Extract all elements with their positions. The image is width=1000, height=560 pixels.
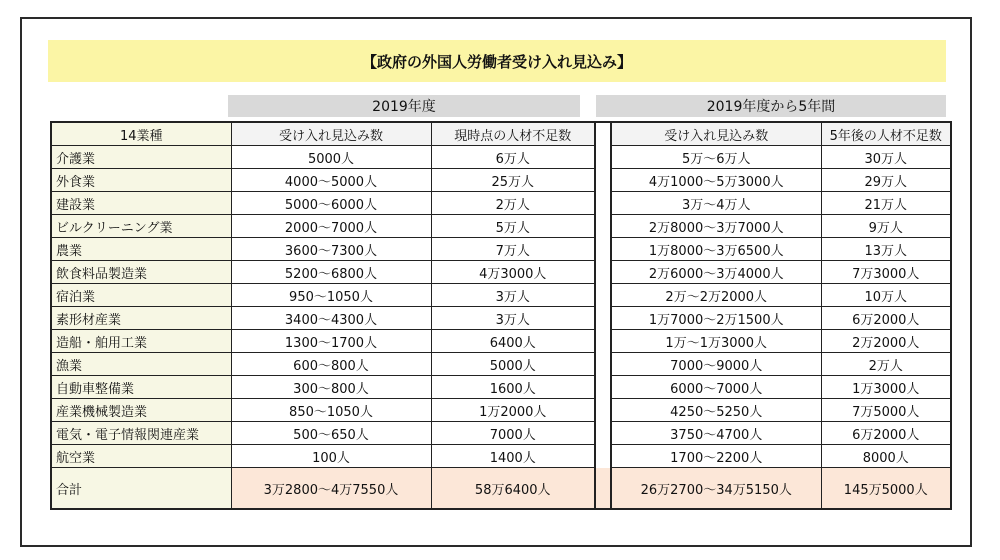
column-gap [595,215,611,238]
row-accept-2019: 600～800人 [231,353,431,376]
group-header-5years: 2019年度から5年間 [596,95,946,117]
row-industry: 農業 [51,238,231,261]
header-accept-5y: 受け入れ見込み数 [611,122,821,146]
row-industry: 宿泊業 [51,284,231,307]
table-row [51,261,951,284]
row-accept-5y: 4万1000～5万3000人 [611,169,821,192]
row-shortage-5y: 2万人 [821,353,951,376]
row-shortage-2019: 5000人 [431,353,595,376]
row-accept-5y: 1700～2200人 [611,445,821,468]
row-shortage-5y: 145万5000人 [821,468,951,510]
column-gap [595,169,611,192]
row-shortage-5y: 7万3000人 [821,261,951,284]
row-industry: 素形材産業 [51,307,231,330]
column-gap [595,192,611,215]
row-accept-2019: 1300～1700人 [231,330,431,353]
header-accept-2019: 受け入れ見込み数 [231,122,431,146]
column-gap [595,146,611,169]
table-row [51,146,951,169]
column-gap [595,261,611,284]
row-shortage-5y: 6万2000人 [821,422,951,445]
row-accept-2019: 3400～4300人 [231,307,431,330]
row-shortage-2019: 1600人 [431,376,595,399]
row-industry: 外食業 [51,169,231,192]
row-accept-2019: 950～1050人 [231,284,431,307]
row-shortage-5y: 10万人 [821,284,951,307]
row-shortage-2019: 4万3000人 [431,261,595,284]
page-title: 【政府の外国人労働者受け入れ見込み】 [48,40,946,82]
row-accept-5y: 26万2700～34万5150人 [611,468,821,510]
row-accept-5y: 2万6000～3万4000人 [611,261,821,284]
row-accept-5y: 2万～2万2000人 [611,284,821,307]
row-industry: 航空業 [51,445,231,468]
row-shortage-2019: 1400人 [431,445,595,468]
table-row [51,169,951,192]
column-gap [595,445,611,468]
table-row [51,215,951,238]
row-accept-2019: 5000～6000人 [231,192,431,215]
row-accept-2019: 3600～7300人 [231,238,431,261]
header-industry: 14業種 [51,122,231,146]
row-shortage-2019: 7万人 [431,238,595,261]
column-gap [595,307,611,330]
column-gap [595,468,611,510]
row-industry: ビルクリーニング業 [51,215,231,238]
column-gap [595,399,611,422]
table-row [51,399,951,422]
table-row [51,353,951,376]
row-accept-5y: 1万8000～3万6500人 [611,238,821,261]
row-industry: 産業機械製造業 [51,399,231,422]
column-gap [595,422,611,445]
row-accept-5y: 1万～1万3000人 [611,330,821,353]
labor-table [50,121,952,510]
row-accept-2019: 3万2800～4万7550人 [231,468,431,510]
table-row [51,238,951,261]
column-gap [595,284,611,307]
column-gap [595,122,611,146]
table-row [51,445,951,468]
table-row [51,284,951,307]
row-accept-5y: 2万8000～3万7000人 [611,215,821,238]
row-shortage-5y: 2万2000人 [821,330,951,353]
row-accept-5y: 4250～5250人 [611,399,821,422]
row-accept-2019: 5000人 [231,146,431,169]
row-accept-2019: 300～800人 [231,376,431,399]
table-total-row [51,468,951,510]
row-shortage-5y: 7万5000人 [821,399,951,422]
row-shortage-5y: 13万人 [821,238,951,261]
row-shortage-2019: 1万2000人 [431,399,595,422]
row-shortage-5y: 30万人 [821,146,951,169]
row-shortage-2019: 2万人 [431,192,595,215]
header-shortage-5y: 5年後の人材不足数 [821,122,951,146]
row-shortage-5y: 6万2000人 [821,307,951,330]
row-industry: 造船・舶用工業 [51,330,231,353]
row-accept-2019: 4000～5000人 [231,169,431,192]
row-accept-5y: 5万～6万人 [611,146,821,169]
row-industry: 介護業 [51,146,231,169]
row-accept-5y: 3万～4万人 [611,192,821,215]
row-shortage-5y: 21万人 [821,192,951,215]
row-shortage-5y: 1万3000人 [821,376,951,399]
row-shortage-2019: 7000人 [431,422,595,445]
row-shortage-5y: 8000人 [821,445,951,468]
row-accept-2019: 500～650人 [231,422,431,445]
table-row [51,376,951,399]
column-gap [595,376,611,399]
row-shortage-2019: 6400人 [431,330,595,353]
table-row [51,307,951,330]
row-industry: 自動車整備業 [51,376,231,399]
row-accept-5y: 6000～7000人 [611,376,821,399]
column-gap [595,353,611,376]
row-accept-2019: 850～1050人 [231,399,431,422]
column-gap [595,330,611,353]
row-accept-5y: 3750～4700人 [611,422,821,445]
table-header-row [51,122,951,146]
row-shortage-5y: 29万人 [821,169,951,192]
row-industry: 漁業 [51,353,231,376]
row-shortage-2019: 3万人 [431,307,595,330]
row-accept-5y: 7000～9000人 [611,353,821,376]
row-accept-2019: 100人 [231,445,431,468]
row-accept-5y: 1万7000～2万1500人 [611,307,821,330]
row-shortage-2019: 6万人 [431,146,595,169]
group-header-2019: 2019年度 [228,95,580,117]
row-accept-2019: 2000～7000人 [231,215,431,238]
row-industry: 電気・電子情報関連産業 [51,422,231,445]
table-row [51,192,951,215]
row-shortage-2019: 25万人 [431,169,595,192]
row-industry: 飲食料品製造業 [51,261,231,284]
row-shortage-5y: 9万人 [821,215,951,238]
row-industry: 建設業 [51,192,231,215]
header-shortage-2019: 現時点の人材不足数 [431,122,595,146]
row-shortage-2019: 58万6400人 [431,468,595,510]
column-gap [595,238,611,261]
table-row [51,330,951,353]
row-industry: 合計 [51,468,231,510]
table-row [51,422,951,445]
row-shortage-2019: 5万人 [431,215,595,238]
row-shortage-2019: 3万人 [431,284,595,307]
row-accept-2019: 5200～6800人 [231,261,431,284]
